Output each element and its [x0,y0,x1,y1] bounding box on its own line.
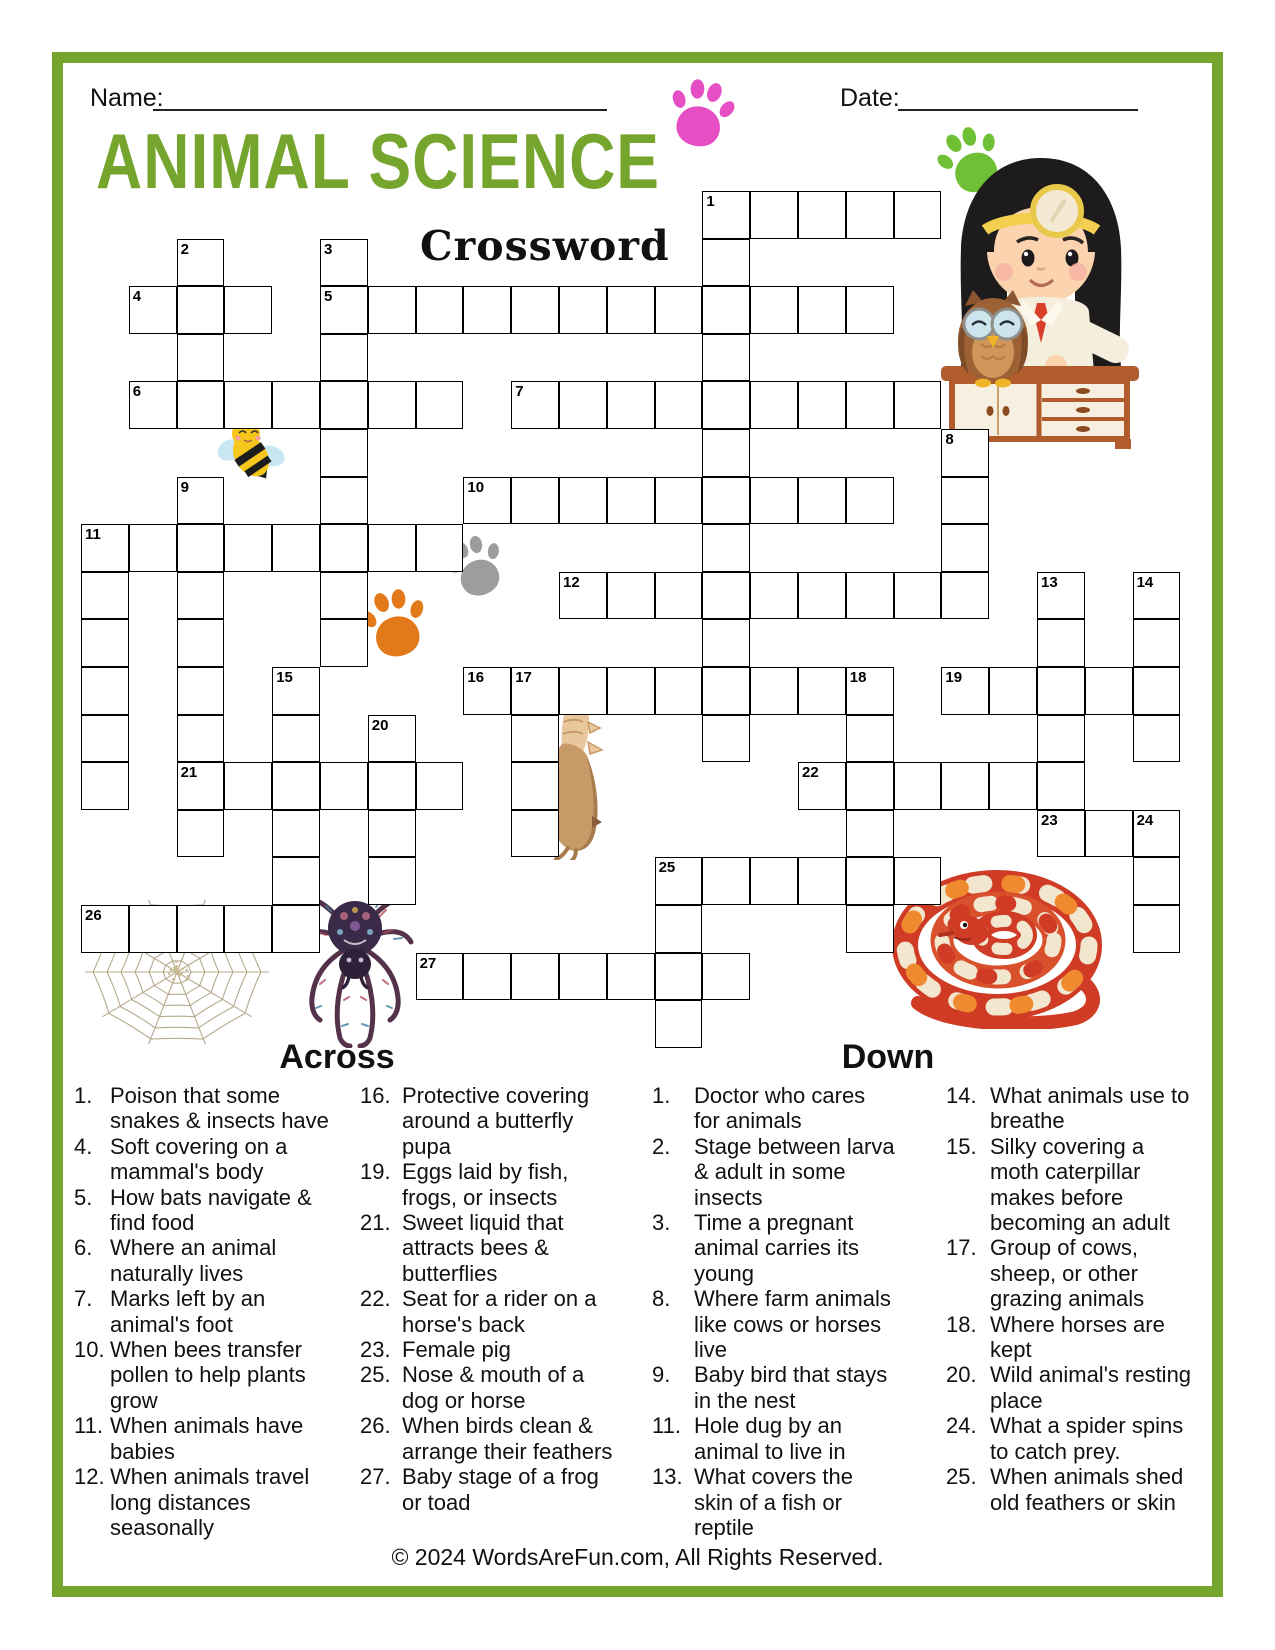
cell-number: 10 [467,478,485,496]
clue-number: 15. [946,1133,977,1159]
grid-cell[interactable] [1133,572,1181,620]
cell-number: 21 [180,764,198,782]
clue-item [652,1286,896,1362]
clue-text: Silky covering a moth caterpillar makes before becoming an adult [990,1133,1170,1236]
grid-cell[interactable] [511,477,559,525]
clue-number: 17. [946,1235,977,1261]
clue-text: Nose & mouth of a dog or horse [402,1362,585,1413]
grid-cell[interactable] [559,953,607,1001]
clue-text: Female pig [402,1337,511,1363]
cell-number: 11 [85,526,101,544]
clue-text: Where an animal naturally lives [110,1235,277,1286]
clue-number: 23. [360,1337,391,1363]
grid-cell[interactable] [463,667,511,715]
grid-cell[interactable] [224,524,272,572]
grid-cell[interactable] [846,191,894,239]
grid-cell[interactable] [798,857,846,905]
grid-cell[interactable] [511,953,559,1001]
clue-text: How bats navigate & find food [110,1184,312,1236]
clue-number: 12. [74,1464,105,1490]
name-input-line[interactable] [153,108,607,111]
grid-cell[interactable] [989,762,1037,810]
clue-item [946,1083,1198,1134]
grid-cell[interactable] [1133,715,1181,763]
grid-cell[interactable] [894,381,942,429]
clue-number: 8. [652,1286,671,1312]
grid-cell[interactable] [559,572,607,620]
grid-cell[interactable] [272,810,320,858]
clue-item [360,1286,622,1337]
grid-cell[interactable] [177,524,225,572]
grid-cell[interactable] [463,286,511,334]
grid-cell[interactable] [177,286,225,334]
grid-cell[interactable] [702,334,750,382]
clue-text: Soft covering on a mammal's body [110,1133,288,1185]
grid-cell[interactable] [607,286,655,334]
grid-cell[interactable] [702,715,750,763]
clue-number: 11. [74,1413,103,1439]
grid-cell[interactable] [750,857,798,905]
clue-text: Baby bird that stays in the nest [694,1362,888,1413]
grid-cell[interactable] [702,191,750,239]
grid-cell[interactable] [702,381,750,429]
cell-number: 2 [180,240,189,258]
grid-cell[interactable] [320,619,368,667]
grid-cell[interactable] [81,524,129,572]
across-clues-col2 [360,1083,622,1515]
grid-cell[interactable] [846,857,894,905]
grid-cell[interactable] [320,572,368,620]
clue-text: When animals shed old feathers or skin [990,1464,1184,1515]
clue-number: 1. [74,1083,93,1108]
clue-text: Seat for a rider on a horse's back [402,1286,597,1337]
grid-cell[interactable] [416,524,464,572]
cell-number: 16 [467,669,485,686]
clue-text: When bees transfer pollen to help plants grow [110,1337,306,1413]
clue-item [360,1362,622,1413]
clue-text: What a spider spins to catch prey. [990,1413,1184,1464]
grid-cell[interactable] [846,667,894,715]
grid-cell[interactable] [81,715,129,763]
grid-cell[interactable] [750,286,798,334]
grid-cell[interactable] [177,572,225,620]
grid-cell[interactable] [798,191,846,239]
grid-cell[interactable] [798,381,846,429]
grid-cell[interactable] [702,524,750,572]
grid-cell[interactable] [894,191,942,239]
grid-cell[interactable] [798,667,846,715]
grid-cell[interactable] [559,381,607,429]
cell-number: 26 [85,907,102,924]
page-title: ANIMAL SCIENCE [96,117,660,206]
clue-number: 3. [652,1210,671,1236]
clue-item [74,1235,338,1286]
cell-number: 23 [1041,811,1058,829]
clue-text: Hole dug by an animal to live in [694,1413,846,1464]
grid-cell[interactable] [655,286,703,334]
grid-cell[interactable] [655,572,703,620]
clue-number: 9. [652,1362,671,1388]
grid-cell[interactable] [81,619,129,667]
grid-cell[interactable] [368,381,416,429]
clue-text: Protective covering around a butterfly pupa [402,1083,590,1159]
clue-text: Marks left by an animal's foot [110,1286,266,1337]
cell-number: 13 [1041,573,1058,591]
cell-number: 9 [180,478,189,496]
grid-cell[interactable] [224,762,272,810]
grid-cell[interactable] [177,477,225,525]
clue-text: What covers the skin of a fish or reptile [694,1464,853,1540]
grid-cell[interactable] [272,381,320,429]
grid-cell[interactable] [320,239,368,287]
grid-cell[interactable] [989,667,1037,715]
grid-cell[interactable] [463,953,511,1001]
grid-cell[interactable] [846,715,894,763]
grid-cell[interactable] [607,667,655,715]
grid-cell[interactable] [416,381,464,429]
cell-number: 15 [276,669,293,686]
clue-text: Time a pregnant animal carries its young [694,1210,860,1286]
date-input-line[interactable] [898,108,1138,111]
clue-number: 27. [360,1464,391,1490]
clue-item [360,1083,622,1159]
grid-cell[interactable] [177,381,225,429]
cell-number: 5 [324,288,333,306]
clue-item [946,1134,1198,1236]
grid-cell[interactable] [559,477,607,525]
grid-cell[interactable] [1133,619,1181,667]
grid-cell[interactable] [416,286,464,334]
grid-cell[interactable] [224,381,272,429]
cell-number: 12 [563,573,580,591]
grid-cell[interactable] [655,857,703,905]
clue-text: What animals use to breathe [990,1083,1190,1134]
grid-cell[interactable] [320,524,368,572]
cell-number: 18 [849,669,867,686]
cell-number: 19 [945,669,963,686]
clue-item [946,1235,1198,1311]
grid-cell[interactable] [177,619,225,667]
grid-cell[interactable] [1085,667,1133,715]
grid-cell[interactable] [750,572,798,620]
cell-number: 24 [1136,811,1154,829]
grid-cell[interactable] [655,667,703,715]
grid-cell[interactable] [559,667,607,715]
cell-number: 4 [132,288,142,306]
page-subtitle: Crossword [420,222,670,270]
clue-text: Poison that some snakes & insects have [110,1083,329,1134]
grid-cell[interactable] [511,381,559,429]
grid-cell[interactable] [1037,572,1085,620]
grid-cell[interactable] [655,953,703,1001]
clue-item [652,1464,896,1540]
grid-cell[interactable] [511,810,559,858]
cell-number: 25 [658,859,676,877]
grid-cell[interactable] [607,572,655,620]
copyright-footer: © 2024 WordsAreFun.com, All Rights Reserved. [391,1544,884,1570]
grid-cell[interactable] [702,429,750,477]
grid-cell[interactable] [894,572,942,620]
grid-cell[interactable] [368,810,416,858]
grid-cell[interactable] [463,477,511,525]
cell-number: 17 [515,669,532,686]
grid-cell[interactable] [511,667,559,715]
across-clues-col1 [74,1083,338,1540]
grid-cell[interactable] [798,477,846,525]
grid-cell[interactable] [941,572,989,620]
down-clues-col1 [652,1083,896,1540]
grid-cell[interactable] [750,191,798,239]
pink-paw-icon [656,71,745,157]
grid-cell[interactable] [368,857,416,905]
grid-cell[interactable] [1037,715,1085,763]
grid-cell[interactable] [272,524,320,572]
grid-cell[interactable] [1085,810,1133,858]
clue-text: Where horses are kept [990,1311,1165,1363]
cell-number: 1 [706,193,715,210]
grid-cell[interactable] [177,239,225,287]
clue-number: 2. [652,1133,671,1159]
grid-cell[interactable] [798,286,846,334]
grid-cell[interactable] [846,762,894,810]
grid-cell[interactable] [81,905,129,953]
clue-number: 13. [652,1464,683,1490]
clue-number: 11. [652,1413,681,1439]
clue-text: Wild animal's resting place [990,1362,1192,1413]
grid-cell[interactable] [272,715,320,763]
clue-item [946,1413,1198,1464]
clue-text: Baby stage of a frog or toad [402,1464,599,1515]
clue-item [74,1185,338,1236]
grid-cell[interactable] [846,381,894,429]
grid-cell[interactable] [177,810,225,858]
clue-number: 6. [74,1235,93,1261]
cell-number: 6 [132,383,142,401]
grid-cell[interactable] [320,381,368,429]
clue-text: Eggs laid by fish, frogs, or insects [402,1159,569,1210]
clue-item [652,1362,896,1413]
clue-item [360,1159,622,1210]
clue-text: Group of cows, sheep, or other grazing animals [990,1235,1145,1312]
clue-number: 25. [946,1464,977,1490]
clue-item [74,1337,338,1413]
clue-number: 14. [946,1083,977,1108]
clue-item [360,1413,622,1464]
grid-cell[interactable] [416,762,464,810]
grid-cell[interactable] [702,667,750,715]
grid-cell[interactable] [607,477,655,525]
cell-number: 20 [371,716,389,734]
grid-cell[interactable] [655,381,703,429]
clue-number: 4. [74,1133,93,1159]
grid-cell[interactable] [224,286,272,334]
clue-number: 7. [74,1286,93,1312]
name-label: Name: [90,84,164,112]
grid-cell[interactable] [655,1000,703,1048]
cell-number: 14 [1136,573,1154,591]
grid-cell[interactable] [272,762,320,810]
clue-item [652,1134,896,1210]
clue-item [360,1210,622,1286]
grid-cell[interactable] [702,239,750,287]
clue-item [74,1286,338,1337]
grid-cell[interactable] [1133,667,1181,715]
cell-number: 22 [802,764,819,782]
grid-cell[interactable] [798,572,846,620]
grid-cell[interactable] [750,477,798,525]
clue-number: 25. [360,1362,391,1388]
clue-number: 26. [360,1413,391,1439]
clue-number: 20. [946,1362,977,1388]
grid-cell[interactable] [750,381,798,429]
clue-text: When animals have babies [110,1413,304,1464]
grid-cell[interactable] [559,286,607,334]
down-header: Down [841,1038,935,1076]
grid-cell[interactable] [177,905,225,953]
grid-cell[interactable] [607,381,655,429]
clue-text: Sweet liquid that attracts bees & butterflies [402,1210,564,1286]
grid-cell[interactable] [894,857,942,905]
grid-cell[interactable] [81,762,129,810]
clue-number: 24. [946,1413,977,1439]
cell-number: 27 [419,954,437,972]
grid-cell[interactable] [129,905,177,953]
clue-item [74,1413,338,1464]
grid-cell[interactable] [941,429,989,477]
clue-number: 18. [946,1311,977,1337]
grid-cell[interactable] [511,762,559,810]
grid-cell[interactable] [941,762,989,810]
grid-cell[interactable] [177,715,225,763]
grid-cell[interactable] [702,572,750,620]
grid-cell[interactable] [320,477,368,525]
grid-cell[interactable] [846,477,894,525]
grid-cell[interactable] [798,762,846,810]
clue-item [74,1083,338,1134]
grid-cell[interactable] [702,953,750,1001]
grid-cell[interactable] [320,334,368,382]
clue-text: When animals travel long distances seasonally [110,1464,310,1540]
grid-cell[interactable] [1037,667,1085,715]
clue-item [360,1337,622,1362]
grid-cell[interactable] [368,715,416,763]
grid-cell[interactable] [272,905,320,953]
grid-cell[interactable] [1133,810,1181,858]
clue-number: 22. [360,1286,391,1312]
grid-cell[interactable] [177,334,225,382]
clue-number: 5. [74,1184,93,1210]
grid-cell[interactable] [177,762,225,810]
clue-item [946,1312,1198,1363]
grid-cell[interactable] [655,477,703,525]
clue-item [652,1413,896,1464]
clue-number: 16. [360,1083,391,1108]
grid-cell[interactable] [655,905,703,953]
grid-cell[interactable] [1037,619,1085,667]
grid-cell[interactable] [941,477,989,525]
grid-cell[interactable] [941,524,989,572]
grid-cell[interactable] [702,857,750,905]
grid-cell[interactable] [81,667,129,715]
clue-number: 1. [652,1083,671,1108]
grid-cell[interactable] [368,524,416,572]
grid-cell[interactable] [272,667,320,715]
clue-number: 19. [360,1159,391,1185]
grid-cell[interactable] [129,524,177,572]
grid-cell[interactable] [129,286,177,334]
grid-cell[interactable] [941,667,989,715]
vet-girl-icon [935,150,1147,450]
clue-item [946,1464,1198,1515]
clue-item [652,1210,896,1286]
grid-cell[interactable] [511,286,559,334]
grid-cell[interactable] [368,286,416,334]
cell-number: 8 [945,431,954,448]
grid-cell[interactable] [1037,810,1085,858]
grid-cell[interactable] [702,286,750,334]
grid-cell[interactable] [846,572,894,620]
grid-cell[interactable] [846,286,894,334]
grid-cell[interactable] [320,429,368,477]
grid-cell[interactable] [224,905,272,953]
clue-item [360,1464,622,1515]
grid-cell[interactable] [607,953,655,1001]
grid-cell[interactable] [702,619,750,667]
clue-item [74,1134,338,1185]
grid-cell[interactable] [129,381,177,429]
clue-number: 21. [360,1210,391,1236]
clue-text: Where farm animals like cows or horses live [694,1286,891,1363]
grid-cell[interactable] [894,762,942,810]
grid-cell[interactable] [272,857,320,905]
cell-number: 3 [324,240,333,258]
owl-icon [958,290,1028,388]
grid-cell[interactable] [702,477,750,525]
grid-cell[interactable] [846,905,894,953]
grid-cell[interactable] [368,762,416,810]
grid-cell[interactable] [177,667,225,715]
grid-cell[interactable] [1037,762,1085,810]
cell-number: 7 [515,383,524,401]
across-header: Across [279,1038,395,1076]
down-clues-col2 [946,1083,1198,1515]
date-label: Date: [840,84,900,112]
clue-number: 10. [74,1337,105,1363]
clue-text: Stage between larva & adult in some insects [694,1133,895,1210]
grid-cell[interactable] [750,667,798,715]
clue-text: When birds clean & arrange their feathers [402,1413,613,1464]
clue-item [74,1464,338,1540]
clue-text: Doctor who cares for animals [694,1083,866,1134]
grid-cell[interactable] [1133,857,1181,905]
clue-item [652,1083,896,1134]
grid-cell[interactable] [511,715,559,763]
clue-item [946,1362,1198,1413]
grid-cell[interactable] [1133,905,1181,953]
grid-cell[interactable] [416,953,464,1001]
grid-cell[interactable] [81,572,129,620]
grid-cell[interactable] [320,762,368,810]
grid-cell[interactable] [846,810,894,858]
grid-cell[interactable] [320,286,368,334]
